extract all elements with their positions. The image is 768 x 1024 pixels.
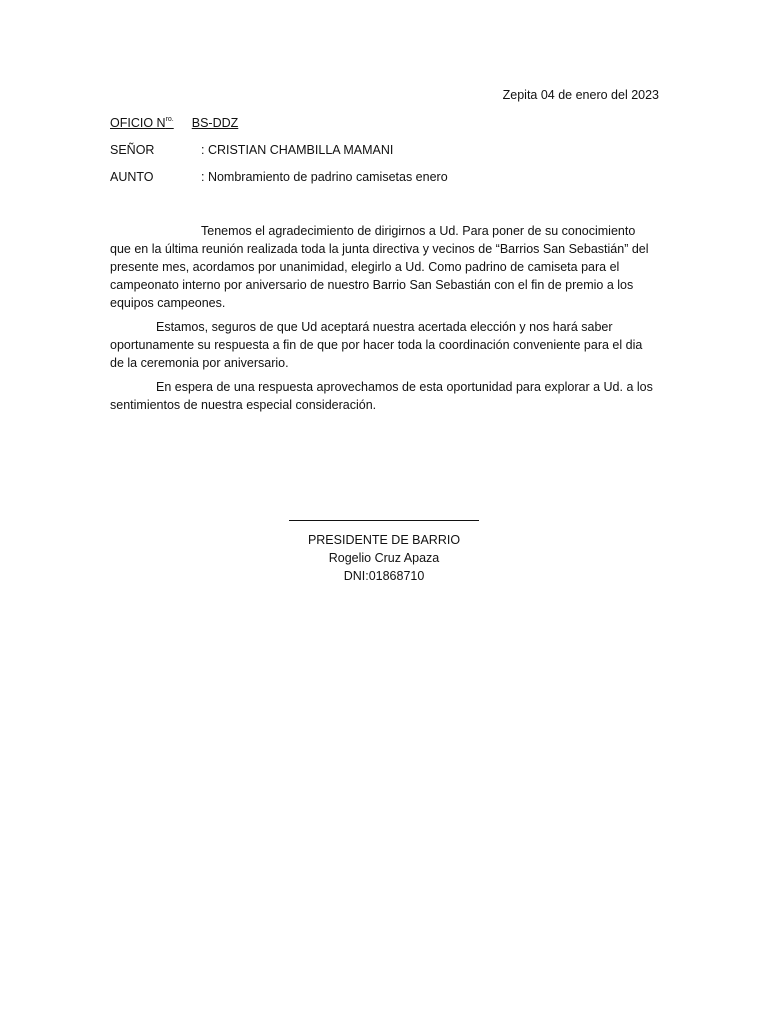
- letter-body: [110, 222, 658, 420]
- date-line: Zepita 04 de enero del 2023: [502, 88, 659, 102]
- signature-title: PRESIDENTE DE BARRIO: [307, 533, 461, 547]
- oficio-code: BS-DDZ: [191, 116, 239, 130]
- oficio-label: OFICIO $N^{ro.}$: [110, 116, 174, 130]
- signature-line: [289, 512, 479, 521]
- body-paragraph-1: Tenemos el agradecimiento de dirigirnos a Ud. Para poner de su conocimiento que en la última reunión realizada toda la junta directiva y vecinos de “Barrios San Sebastián” del presente mes, acordamos por unanimidad, elegirlo a Ud. Como padrino de camiseta para el campeonato interno por aniversario de nuestro Barrio San Sebastián con el fin de premio a los equipos campeones.: [110, 224, 649, 310]
- recipient-line: [110, 141, 393, 159]
- recipient-value: : CRISTIAN CHAMBILLA MAMANI: [201, 143, 394, 157]
- subject-line: [110, 168, 448, 186]
- recipient-label: SEÑOR: [110, 143, 155, 157]
- signature-name: Rogelio Cruz Apaza: [328, 551, 440, 565]
- oficio-label-sup: ro.: [165, 116, 174, 123]
- signature-block: [284, 512, 484, 585]
- subject-label: AUNTO: [110, 170, 154, 184]
- signature-dni: DNI:01868710: [343, 569, 425, 583]
- body-paragraph-2: Estamos, seguros de que Ud aceptará nuestra acertada elección y nos hará saber oportunamente su respuesta a fin de que por hacer toda la coordinación conveniente para el dia de la ceremonia por aniversario.: [110, 320, 643, 370]
- body-paragraph-3: En espera de una respuesta aprovechamos de esta oportunidad para explorar a Ud. a los sentimientos de nuestra especial consideración.: [110, 380, 653, 412]
- oficio-line: [110, 114, 238, 132]
- subject-value: : Nombramiento de padrino camisetas enero: [201, 170, 448, 184]
